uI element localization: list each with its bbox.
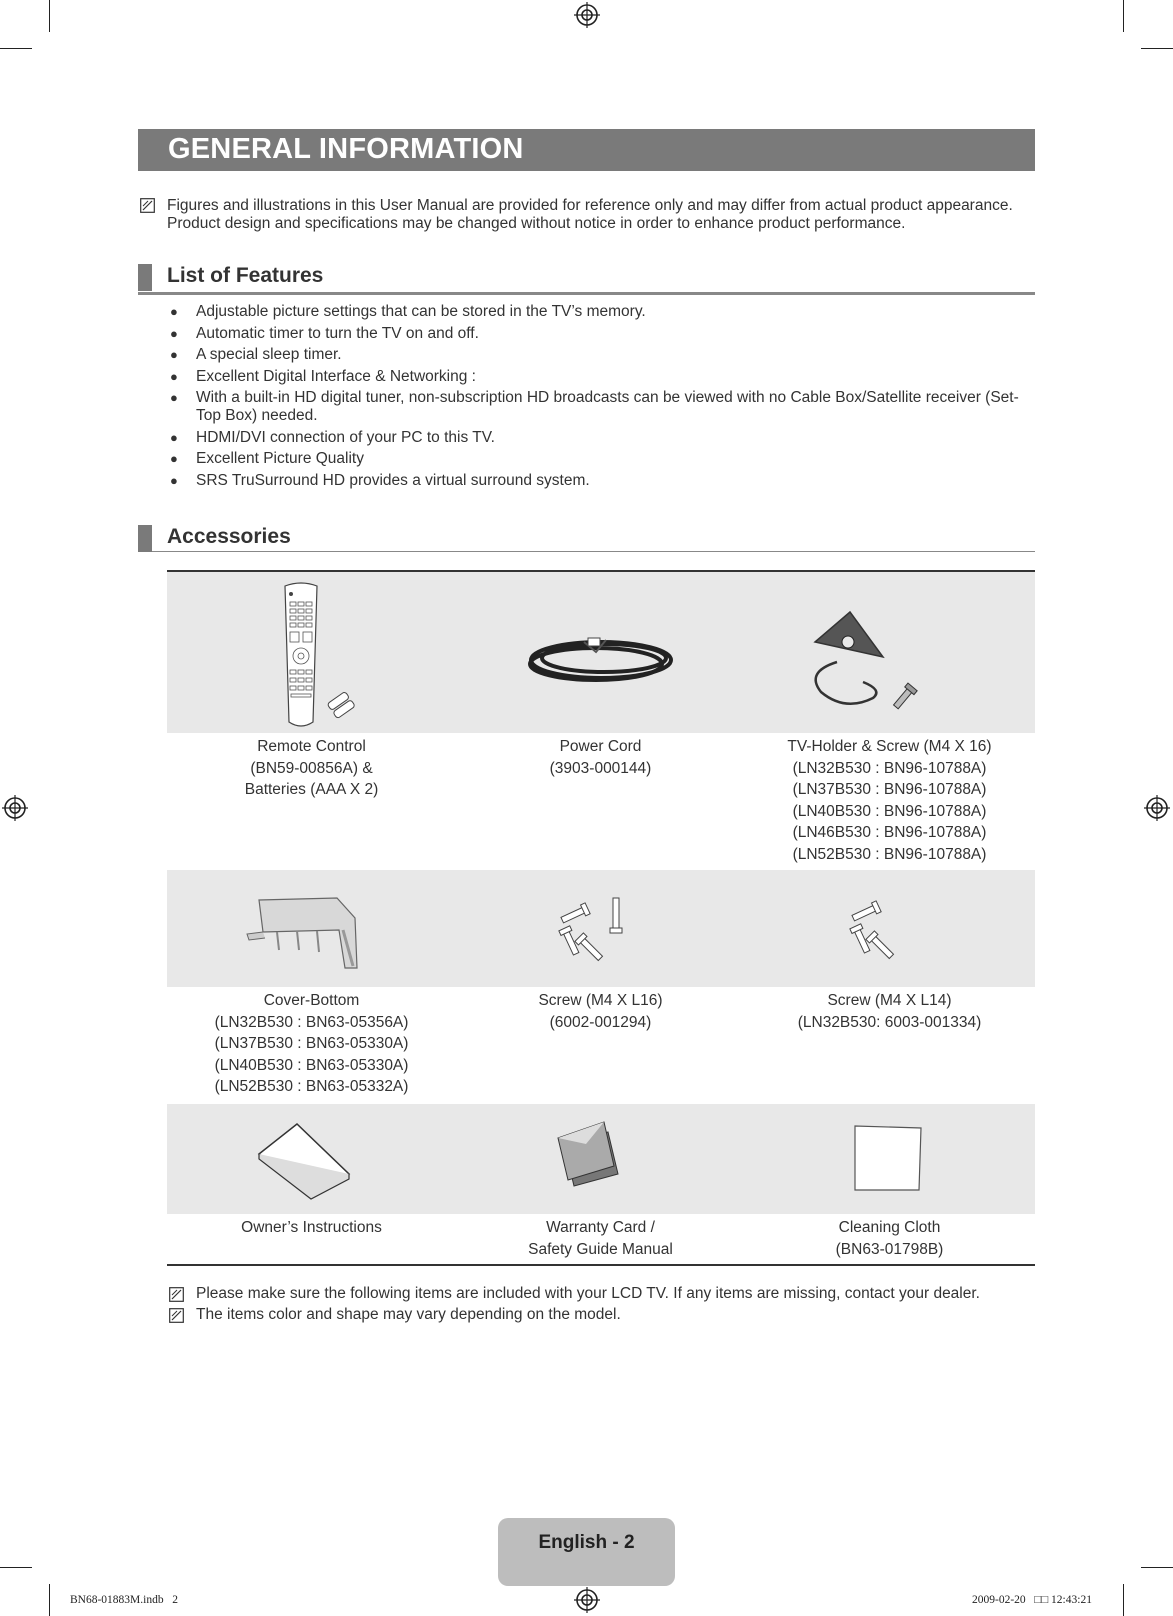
crop-mark bbox=[1141, 1567, 1173, 1568]
caption-line: (BN59-00856A) & bbox=[250, 759, 373, 777]
section-marker bbox=[138, 525, 152, 552]
caption-line: TV-Holder & Screw (M4 X 16) bbox=[787, 738, 992, 755]
caption-line: (3903-000144) bbox=[549, 759, 652, 777]
caption-line: (LN40B530 : BN63-05330A) bbox=[214, 1056, 409, 1074]
caption-line: (LN32B530 : BN63-05356A) bbox=[214, 1013, 409, 1031]
caption-line: (LN32B530 : BN96-10788A) bbox=[792, 759, 987, 777]
accessory-image-row bbox=[167, 870, 1035, 987]
caption-line: (LN46B530 : BN96-10788A) bbox=[792, 824, 987, 841]
caption-line: Warranty Card / bbox=[546, 1219, 655, 1236]
print-date-info: 2009-02-20 □□ 12:43:21 bbox=[972, 1594, 1092, 1606]
list-item: ● SRS TruSurround HD provides a virtual surround system. bbox=[170, 472, 1040, 490]
caption-line: (BN63-01798B) bbox=[835, 1240, 944, 1258]
accessory-caption bbox=[456, 1217, 745, 1260]
booklet-icon bbox=[167, 1104, 456, 1214]
caption-line: (LN52B530 : BN63-05332A) bbox=[214, 1078, 409, 1095]
features-list bbox=[170, 303, 1040, 493]
list-item: ● Adjustable picture settings that can be stored in the TV’s memory. bbox=[170, 303, 1040, 321]
accessory-caption bbox=[167, 1217, 456, 1239]
accessory-caption bbox=[745, 736, 1034, 865]
accessory-caption bbox=[456, 990, 745, 1033]
cover-bottom-icon bbox=[167, 870, 456, 987]
intro-note-line: Product design and specifications may be changed without notice in order to enhance product performance. bbox=[167, 215, 906, 232]
crop-mark bbox=[49, 0, 50, 32]
caption-line: (LN52B530 : BN96-10788A) bbox=[792, 845, 987, 863]
list-item: ● HDMI/DVI connection of your PC to this TV. bbox=[170, 429, 1040, 447]
intro-note bbox=[167, 197, 1037, 233]
page-title: GENERAL INFORMATION bbox=[168, 133, 524, 165]
crop-mark bbox=[1123, 1584, 1124, 1616]
accessories-note: The items color and shape may vary depending on the model. bbox=[196, 1306, 621, 1323]
accessories-note: Please make sure the following items are included with your LCD TV. If any items are missing, contact your dealer. bbox=[196, 1285, 980, 1302]
caption-line: (LN37B530 : BN96-10788A) bbox=[792, 781, 987, 798]
caption-line: Cover-Bottom bbox=[263, 992, 360, 1009]
section-title-bar bbox=[138, 129, 1035, 171]
accessory-caption bbox=[167, 736, 456, 801]
accessory-image-row bbox=[167, 572, 1035, 733]
accessory-caption bbox=[167, 990, 456, 1098]
list-item: ● Excellent Picture Quality bbox=[170, 450, 1040, 468]
page-number-tab bbox=[498, 1518, 675, 1586]
note-icon bbox=[169, 1308, 184, 1323]
caption-line: Remote Control bbox=[257, 738, 366, 755]
caption-line: Power Cord bbox=[559, 738, 642, 755]
note-icon bbox=[169, 1287, 184, 1302]
power-cord-icon bbox=[456, 572, 745, 733]
section-marker bbox=[138, 264, 152, 291]
print-file-info: BN68-01883M.indb 2 bbox=[70, 1594, 178, 1606]
crop-mark bbox=[49, 1584, 50, 1616]
screws-icon bbox=[745, 870, 1034, 987]
registration-mark-icon bbox=[2, 795, 28, 821]
list-item: ● Excellent Digital Interface & Networking : bbox=[170, 368, 1040, 386]
crop-mark bbox=[1141, 48, 1173, 49]
caption-line: Cleaning Cloth bbox=[838, 1219, 941, 1236]
caption-line: (LN32B530: 6003-001334) bbox=[797, 1013, 982, 1031]
accessory-caption bbox=[456, 736, 745, 779]
table-bottom-rule bbox=[167, 1264, 1035, 1266]
cleaning-cloth-icon bbox=[745, 1104, 1034, 1214]
list-item: ● A special sleep timer. bbox=[170, 346, 1040, 364]
caption-line: Safety Guide Manual bbox=[528, 1240, 673, 1258]
registration-mark-icon bbox=[574, 2, 600, 28]
tv-holder-icon bbox=[745, 572, 1034, 733]
accessory-caption bbox=[745, 1217, 1034, 1260]
features-section-header bbox=[138, 262, 1035, 295]
registration-mark-icon bbox=[574, 1587, 600, 1613]
accessory-image-row bbox=[167, 1104, 1035, 1214]
caption-line: Batteries (AAA X 2) bbox=[244, 781, 379, 798]
caption-line: (LN37B530 : BN63-05330A) bbox=[214, 1035, 409, 1052]
accessories-heading: Accessories bbox=[167, 525, 291, 548]
crop-mark bbox=[1123, 0, 1124, 32]
page-number: English - 2 bbox=[538, 1532, 635, 1553]
caption-line: (LN40B530 : BN96-10788A) bbox=[792, 802, 987, 820]
features-heading: List of Features bbox=[167, 264, 324, 287]
caption-line: Screw (M4 X L16) bbox=[538, 992, 663, 1009]
caption-line: (6002-001294) bbox=[549, 1013, 652, 1031]
intro-note-line: Figures and illustrations in this User Manual are provided for reference only and may differ from actual product appearance. bbox=[167, 197, 1013, 214]
note-icon bbox=[140, 198, 155, 213]
list-item: ● With a built-in HD digital tuner, non-subscription HD broadcasts can be viewed with no Cable Box/Satellite receiver (Set-Top Box) needed. bbox=[170, 389, 1040, 425]
caption-line: Owner’s Instructions bbox=[241, 1219, 382, 1236]
remote-control-icon bbox=[167, 572, 456, 733]
crop-mark bbox=[0, 1567, 32, 1568]
registration-mark-icon bbox=[1144, 795, 1170, 821]
accessories-section-header bbox=[138, 523, 1035, 552]
caption-line: Screw (M4 X L14) bbox=[827, 992, 952, 1009]
warranty-card-icon bbox=[456, 1104, 745, 1214]
list-item: ● Automatic timer to turn the TV on and off. bbox=[170, 325, 1040, 343]
accessory-caption bbox=[745, 990, 1034, 1033]
crop-mark bbox=[0, 48, 32, 49]
screws-icon bbox=[456, 870, 745, 987]
